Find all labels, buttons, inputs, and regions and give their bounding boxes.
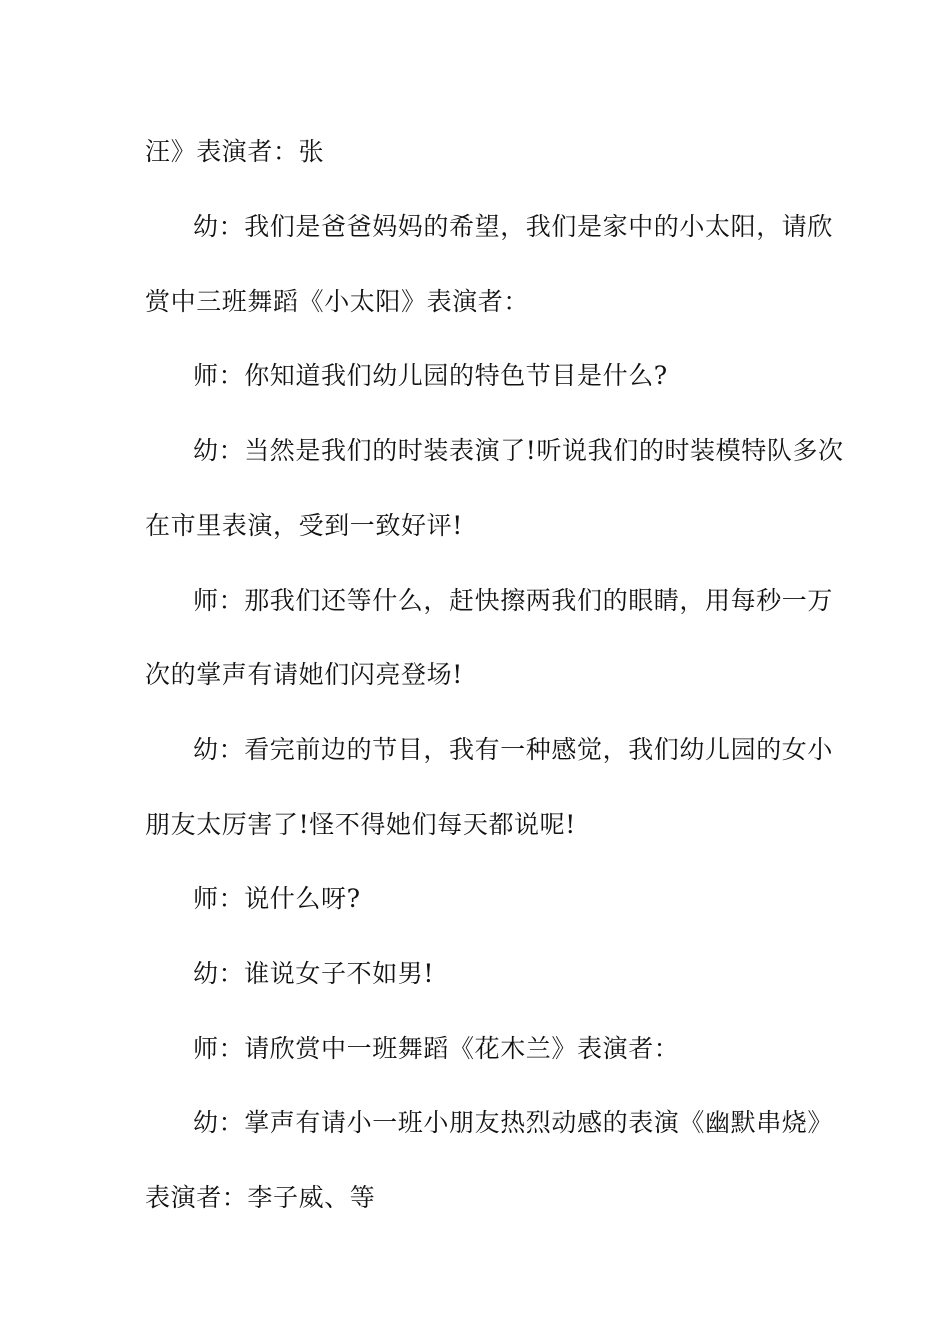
text-line: 表演者：李子威、等 xyxy=(145,1183,376,1212)
text-line: 在市里表演，受到一致好评! xyxy=(145,511,463,540)
text-line: 师：你知道我们幼儿园的特色节目是什么? xyxy=(193,361,668,390)
text-line: 幼：掌声有请小一班小朋友热烈动感的表演《幽默串烧》 xyxy=(193,1108,834,1137)
text-line: 赏中三班舞蹈《小太阳》表演者： xyxy=(145,287,530,316)
text-line: 幼：谁说女子不如男! xyxy=(193,959,435,988)
text-line: 幼：我们是爸爸妈妈的希望，我们是家中的小太阳，请欣 xyxy=(193,212,834,241)
text-line: 师：说什么呀? xyxy=(193,884,361,913)
text-line: 幼：当然是我们的时装表演了!听说我们的时装模特队多次 xyxy=(193,436,844,465)
text-line: 汪》表演者：张 xyxy=(145,137,325,166)
text-line: 师：那我们还等什么，赶快擦两我们的眼睛，用每秒一万 xyxy=(193,586,834,615)
text-line: 朋友太厉害了!怪不得她们每天都说呢! xyxy=(145,810,576,839)
text-line: 幼：看完前边的节目，我有一种感觉，我们幼儿园的女小 xyxy=(193,735,834,764)
text-line: 师：请欣赏中一班舞蹈《花木兰》表演者： xyxy=(193,1034,680,1063)
text-line: 次的掌声有请她们闪亮登场! xyxy=(145,660,463,689)
